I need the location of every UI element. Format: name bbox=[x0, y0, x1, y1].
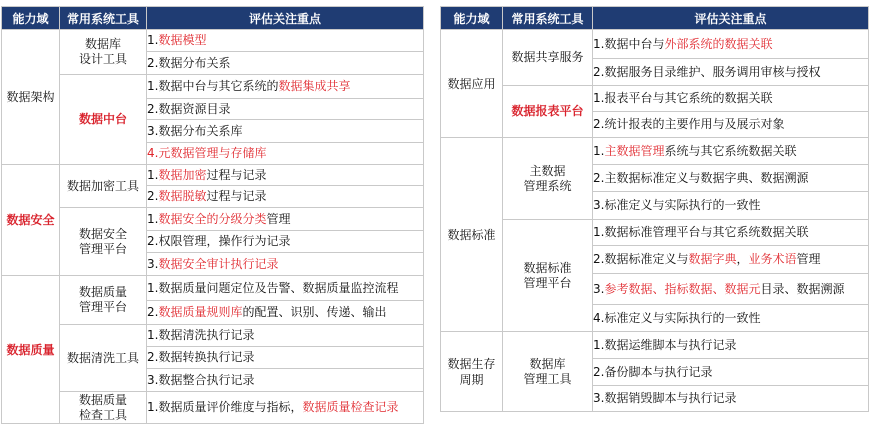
header-evaluation-focus: 评估关注重点 bbox=[147, 7, 424, 30]
focus-item bbox=[147, 99, 424, 120]
item-text: 2.数据标准定义与 bbox=[593, 252, 689, 266]
item-text: 3.标准定义与实际执行的一致性 bbox=[593, 198, 761, 212]
item-text: 管理 bbox=[266, 211, 291, 226]
focus-item bbox=[147, 165, 424, 186]
item-text: 1.数据中台与 bbox=[593, 36, 665, 51]
item-text: 管理 bbox=[796, 252, 821, 266]
item-text: 2.数据资源目录 bbox=[147, 101, 231, 116]
header-row bbox=[2, 7, 424, 30]
focus-item bbox=[593, 359, 869, 386]
item-text: 1.数据清洗执行记录 bbox=[147, 328, 255, 342]
item-text: 过程与记录 bbox=[206, 189, 267, 203]
header-capability-domain: 能力域 bbox=[441, 7, 503, 30]
focus-item bbox=[593, 30, 869, 59]
item-text: 2.备份脚本与执行记录 bbox=[593, 364, 713, 379]
domain-data-architecture: 数据架构 bbox=[2, 30, 60, 165]
table-row bbox=[441, 332, 869, 359]
item-text: 3. bbox=[147, 256, 159, 271]
table-row bbox=[2, 392, 424, 424]
highlighted-text: 数据集成共享 bbox=[278, 79, 351, 93]
item-text: 1.数据质量评价维度与指标， bbox=[147, 400, 303, 414]
item-text: 1. bbox=[593, 143, 605, 158]
table-row bbox=[2, 30, 424, 52]
table-row bbox=[2, 165, 424, 186]
highlighted-text: 外部系统的数据关联 bbox=[664, 36, 773, 51]
focus-item bbox=[147, 75, 424, 99]
focus-item bbox=[147, 325, 424, 347]
item-text: 目录、数据溯源 bbox=[760, 281, 845, 296]
focus-item bbox=[593, 386, 869, 412]
focus-item bbox=[593, 59, 869, 86]
item-text: 3.数据分布关系库 bbox=[147, 123, 243, 138]
focus-item bbox=[147, 120, 424, 143]
highlighted-text: 主数据管理 bbox=[604, 143, 665, 158]
header-capability-domain: 能力域 bbox=[2, 7, 60, 30]
domain-data-security: 数据安全 bbox=[2, 165, 60, 276]
tool-database-design: 数据库 设计工具 bbox=[60, 30, 147, 75]
item-text: 1.报表平台与其它系统的数据关联 bbox=[593, 91, 773, 105]
tool-data-quality-platform: 数据质量 管理平台 bbox=[60, 276, 147, 325]
focus-item bbox=[593, 138, 869, 165]
header-evaluation-focus: 评估关注重点 bbox=[593, 7, 869, 30]
domain-data-standard: 数据标准 bbox=[441, 138, 503, 332]
table-row bbox=[2, 75, 424, 99]
focus-item bbox=[147, 143, 424, 165]
item-text: 的配置、识别、传递、输出 bbox=[242, 305, 387, 319]
header-row bbox=[441, 7, 869, 30]
tool-data-security-platform: 数据安全 管理平台 bbox=[60, 208, 147, 276]
table-row bbox=[441, 86, 869, 112]
item-text: 3.数据整合执行记录 bbox=[147, 372, 255, 387]
item-text: 2.统计报表的主要作用与及展示对象 bbox=[593, 117, 785, 131]
highlighted-text: 数据脱敏 bbox=[158, 189, 207, 203]
item-text: 2.数据转换执行记录 bbox=[147, 350, 255, 364]
table-row bbox=[441, 220, 869, 246]
item-text: 1.数据标准管理平台与其它系统数据关联 bbox=[593, 225, 809, 239]
tool-database-management: 数据库 管理工具 bbox=[503, 332, 593, 412]
focus-item bbox=[147, 392, 424, 424]
item-text: 3. bbox=[593, 281, 605, 296]
header-system-tools: 常用系统工具 bbox=[503, 7, 593, 30]
focus-item bbox=[147, 231, 424, 253]
highlighted-text: 参考数据、指标数据、数据元 bbox=[604, 281, 761, 296]
domain-data-lifecycle: 数据生存 周期 bbox=[441, 332, 503, 412]
highlighted-text: 业务术语 bbox=[748, 252, 797, 266]
focus-item bbox=[593, 246, 869, 274]
item-text: 2. bbox=[147, 305, 159, 319]
item-text: 系统与其它系统数据关联 bbox=[664, 143, 797, 158]
tool-data-sharing-service: 数据共享服务 bbox=[503, 30, 593, 86]
item-text: 2. bbox=[147, 189, 159, 203]
focus-item bbox=[147, 253, 424, 276]
tool-data-quality-check: 数据质量 检查工具 bbox=[60, 392, 147, 424]
item-text: 2.权限管理，操作行为记录 bbox=[147, 234, 291, 248]
tool-master-data-system: 主数据 管理系统 bbox=[503, 138, 593, 220]
domain-data-application: 数据应用 bbox=[441, 30, 503, 138]
focus-item bbox=[593, 305, 869, 332]
item-text: 1. bbox=[147, 167, 159, 182]
focus-item bbox=[593, 192, 869, 220]
highlighted-text: 数据加密 bbox=[158, 167, 207, 182]
item-text: ， bbox=[736, 252, 749, 266]
tool-data-cleansing: 数据清洗工具 bbox=[60, 325, 147, 392]
focus-item bbox=[593, 112, 869, 138]
item-text: 过程与记录 bbox=[206, 167, 267, 182]
focus-item bbox=[147, 52, 424, 75]
capability-table-right bbox=[440, 6, 869, 412]
tool-data-encryption: 数据加密工具 bbox=[60, 165, 147, 208]
item-text: 2.数据服务目录维护、服务调用审核与授权 bbox=[593, 64, 821, 79]
header-system-tools: 常用系统工具 bbox=[60, 7, 147, 30]
focus-item bbox=[147, 186, 424, 208]
table-row bbox=[441, 30, 869, 59]
table-row bbox=[2, 208, 424, 231]
highlighted-text: 数据质量规则库 bbox=[158, 305, 243, 319]
highlighted-text: 数据字典 bbox=[688, 252, 737, 266]
focus-item bbox=[147, 276, 424, 301]
tool-data-middle-platform: 数据中台 bbox=[60, 75, 147, 165]
highlighted-text: 数据安全的分级分类 bbox=[158, 211, 267, 226]
item-text: 4.标准定义与实际执行的一致性 bbox=[593, 310, 761, 325]
focus-item bbox=[593, 165, 869, 192]
highlighted-text: 数据模型 bbox=[158, 33, 207, 47]
focus-item bbox=[147, 301, 424, 325]
focus-item bbox=[147, 30, 424, 52]
highlighted-text: 数据安全审计执行记录 bbox=[158, 256, 279, 271]
item-text: 1. bbox=[147, 211, 159, 226]
item-text: 1.数据中台与其它系统的 bbox=[147, 79, 279, 93]
focus-item bbox=[147, 208, 424, 231]
item-text: 1.数据运维脚本与执行记录 bbox=[593, 337, 737, 352]
focus-item bbox=[593, 86, 869, 112]
capability-table-left bbox=[1, 6, 424, 424]
table-row bbox=[2, 276, 424, 301]
table-row bbox=[441, 138, 869, 165]
item-text: 2.数据分布关系 bbox=[147, 55, 231, 70]
item-text: 3.数据销毁脚本与执行记录 bbox=[593, 391, 737, 405]
highlighted-text: 数据质量检查记录 bbox=[302, 400, 399, 414]
tool-data-report-platform: 数据报表平台 bbox=[503, 86, 593, 138]
item-text: 1. bbox=[147, 33, 159, 47]
item-text: 1.数据质量问题定位及告警、数据质量监控流程 bbox=[147, 280, 399, 295]
focus-item bbox=[147, 369, 424, 392]
highlighted-text: 4.元数据管理与存储库 bbox=[147, 146, 267, 160]
focus-item bbox=[593, 332, 869, 359]
domain-data-quality: 数据质量 bbox=[2, 276, 60, 424]
item-text: 2.主数据标准定义与数据字典、数据溯源 bbox=[593, 170, 809, 185]
tool-data-standard-platform: 数据标准 管理平台 bbox=[503, 220, 593, 332]
focus-item bbox=[593, 274, 869, 305]
focus-item bbox=[593, 220, 869, 246]
focus-item bbox=[147, 347, 424, 369]
table-row bbox=[2, 325, 424, 347]
